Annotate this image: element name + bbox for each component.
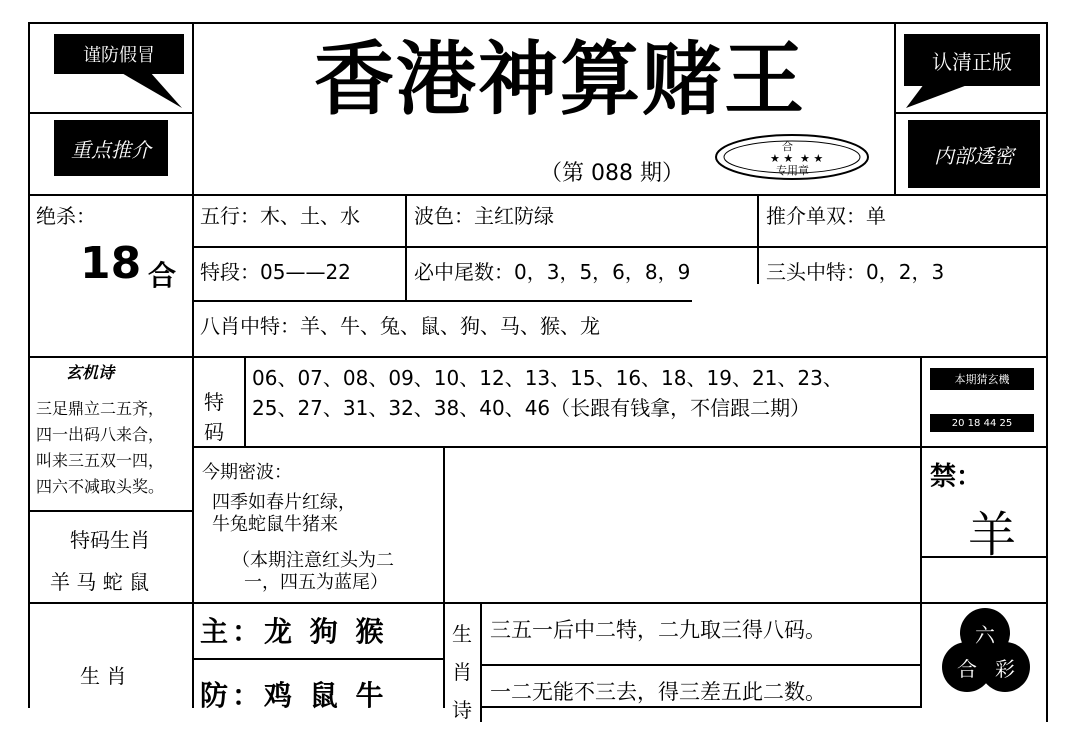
- divider-v-mibo: [443, 446, 445, 708]
- poem-box-line-1: 三足鼎立二五齐，: [36, 399, 165, 418]
- mi-bo-note-1: （本期注意红头为二: [232, 550, 394, 571]
- bo-se: 波色：主红防绿: [414, 204, 554, 228]
- mi-bo-label: 今期密波：: [202, 462, 292, 483]
- page-title: 香港神算赌王: [314, 33, 806, 126]
- divider-h-shengxiao: [192, 658, 444, 660]
- divider-h-header: [28, 194, 1048, 196]
- te-ma-label-2: 码: [204, 420, 224, 444]
- xuan-ji-label-text: 本期猜玄機: [954, 373, 1010, 386]
- liu-he-logo: [940, 608, 1040, 704]
- wei-shu: 必中尾数：0，3，5，6，8，9: [414, 260, 691, 284]
- border-left: [28, 22, 30, 708]
- tag-recommend: [54, 120, 168, 176]
- poem-box-line-3: 叫来三五双一四，: [36, 451, 165, 470]
- badge-authentic-label: 认清正版: [932, 49, 1012, 74]
- poem-box-line-4: 四六不减取头奖。: [36, 477, 165, 496]
- jue-sha-suffix: 合: [148, 259, 177, 292]
- border-right: [1046, 22, 1048, 722]
- poem-label-2: 肖: [452, 660, 472, 684]
- badge-anti-fake-label: 谨防假冒: [83, 45, 155, 66]
- seal-stamp: [712, 132, 872, 182]
- liu-he-circle-3: [980, 642, 1030, 692]
- badge-authentic: [904, 34, 1040, 86]
- poem-label-3: 诗: [452, 698, 472, 722]
- divider-h-right-badge: [894, 112, 1048, 114]
- jin-label: 禁：: [930, 462, 983, 492]
- issue-number: （第 088 期）: [540, 161, 684, 186]
- divider-h-poem-bottom: [480, 706, 920, 708]
- seal-stamp-top: 合: [782, 140, 793, 153]
- badge-anti-fake: [54, 34, 184, 74]
- poem-box-title: 玄机诗: [66, 363, 115, 382]
- divider-h-row2: [192, 300, 692, 302]
- te-ma-label-1: 特: [204, 390, 224, 414]
- dan-shuang: 推介单双：单: [766, 204, 886, 228]
- divider-v-col3: [757, 194, 759, 284]
- xuan-ji-numbers-text: 20 18 44 25: [951, 417, 1013, 429]
- divider-h-row5: [28, 602, 1048, 604]
- wu-xing: 五行：木、土、水: [200, 204, 360, 228]
- san-tou: 三头中特：0，2，3: [766, 260, 945, 284]
- liu-he-char-1: 六: [975, 622, 995, 647]
- poem-box-line-2: 四一出码八来合，: [36, 425, 165, 444]
- tag-internal-label: 内部透密: [934, 143, 1014, 168]
- sheng-xiao-fang: 防：鸡 鼠 牛: [200, 679, 388, 712]
- divider-v-tema: [244, 356, 246, 446]
- divider-v-poem-label: [480, 602, 482, 722]
- divider-h-poem: [480, 664, 920, 666]
- tag-recommend-label: 重点推介: [71, 137, 151, 162]
- te-ma-line-1: 06、07、08、09、10、12、13、15、16、18、19、21、23、: [252, 366, 843, 390]
- divider-v-liuhe: [920, 602, 922, 708]
- mi-bo-line-2: 牛兔蛇鼠牛猪来: [212, 514, 338, 535]
- divider-v-right-col: [920, 356, 922, 602]
- svg-text:★ ★: ★ ★: [800, 152, 824, 165]
- xuan-ji-label: [930, 368, 1034, 390]
- divider-h-left-badge: [28, 112, 194, 114]
- xuan-ji-numbers: [930, 414, 1034, 432]
- mi-bo-line-1: 四季如春片红绿，: [212, 492, 356, 513]
- badge-left-pointer-icon: [120, 72, 186, 112]
- te-ma-sheng-xiao-label: 特码生肖: [70, 528, 150, 552]
- divider-v-col2: [405, 194, 407, 302]
- poem-line-1: 三五一后中二特，二九取三得八码。: [490, 618, 826, 642]
- jue-sha-label: 绝杀：: [36, 204, 96, 228]
- tag-internal: [908, 120, 1040, 188]
- sheng-xiao-label: 生 肖: [80, 664, 127, 688]
- jue-sha-value: 18: [80, 238, 142, 289]
- poem-label-1: 生: [452, 622, 472, 646]
- te-duan: 特段：05——22: [200, 260, 351, 284]
- divider-h-left-mid: [28, 510, 194, 512]
- te-ma-sheng-xiao-value: 羊 马 蛇 鼠: [50, 570, 150, 594]
- divider-h-row4: [192, 446, 1048, 448]
- mi-bo-note-2: 一，四五为蓝尾）: [244, 572, 388, 593]
- badge-right-pointer-icon: [904, 84, 974, 110]
- svg-text:★ ★: ★ ★: [770, 152, 794, 165]
- ba-xiao: 八肖中特：羊、牛、兔、鼠、狗、马、猴、龙: [200, 314, 600, 338]
- sheng-xiao-main: 主：龙 狗 猴: [200, 615, 388, 648]
- te-ma-line-2: 25、27、31、32、38、40、46（长跟有钱拿，不信跟二期）: [252, 396, 811, 420]
- poem-line-2: 一二无能不三去，得三差五此二数。: [490, 680, 826, 704]
- jin-value: 羊: [968, 507, 1017, 563]
- liu-he-char-2: 合: [957, 656, 977, 681]
- divider-v-main-left: [192, 22, 194, 708]
- divider-h-row3: [28, 356, 1048, 358]
- divider-h-row1: [192, 246, 1048, 248]
- divider-v-header-right: [894, 22, 896, 194]
- seal-stamp-bottom: 专用章: [776, 164, 809, 177]
- liu-he-char-3: 彩: [995, 656, 1015, 681]
